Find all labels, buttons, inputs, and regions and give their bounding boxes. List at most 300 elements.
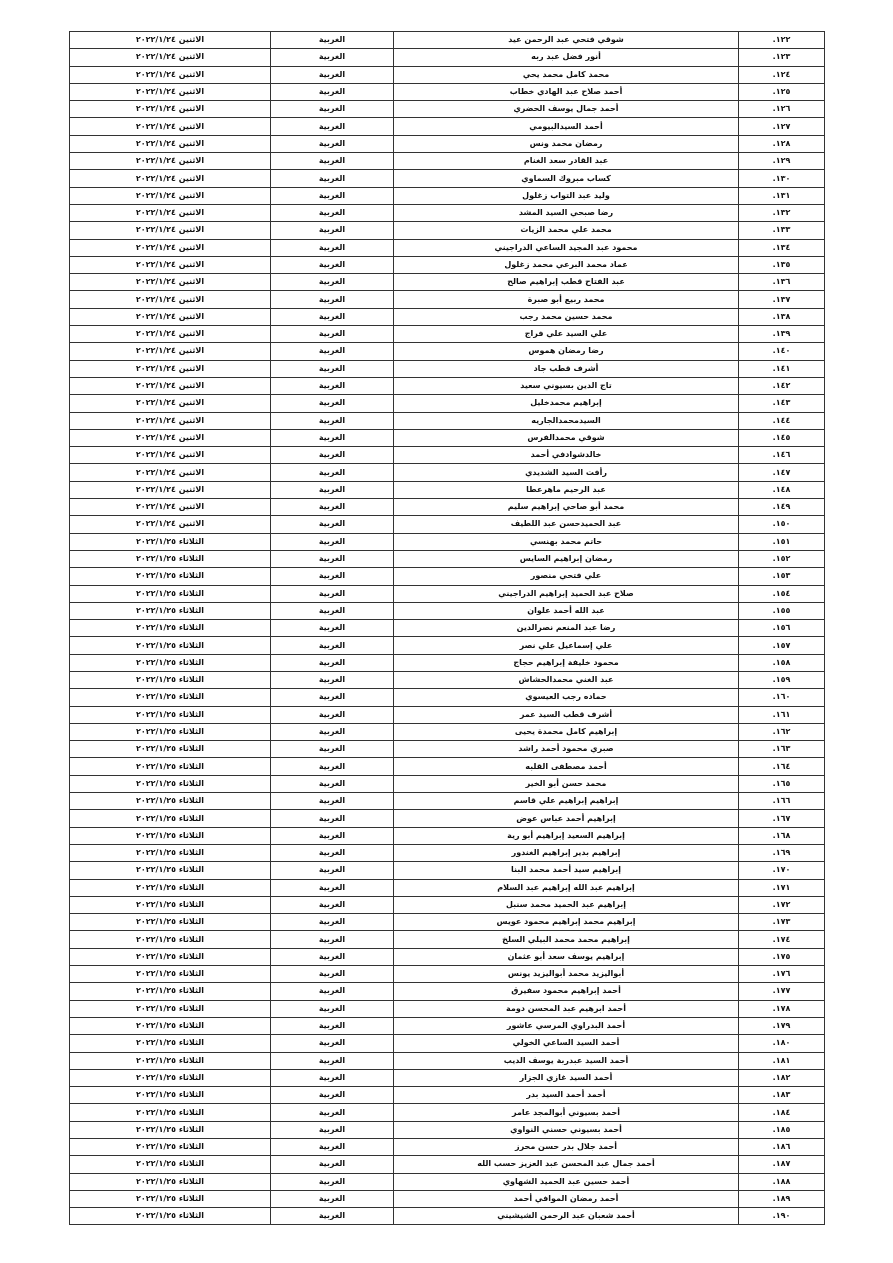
person-name: محمد علي محمد الزيات [394,222,739,239]
table-row [70,49,825,66]
row-number: ١٥٣. [739,568,825,585]
day-date: الثلاثاء ٢٠٢٢/١/٢٥ [70,1190,271,1207]
person-name: إبراهيم عبد الله إبراهيم عبد السلام [394,879,739,896]
governorate: الغربية [271,274,394,291]
table-row [70,377,825,394]
governorate: الغربية [271,775,394,792]
governorate: الغربية [271,1017,394,1034]
row-number: ١٢٤. [739,66,825,83]
table-row [70,83,825,100]
governorate: الغربية [271,568,394,585]
person-name: أحمد صلاح عبد الهادي خطاب [394,83,739,100]
table-row [70,187,825,204]
governorate: الغربية [271,1087,394,1104]
governorate: الغربية [271,1035,394,1052]
person-name: رضا صبحي السيد المشد [394,204,739,221]
person-name: رمضان إبراهيم السايس [394,550,739,567]
table-row [70,326,825,343]
row-number: ١٦٦. [739,793,825,810]
day-date: الثلاثاء ٢٠٢٢/١/٢٥ [70,1121,271,1138]
table-row [70,101,825,118]
governorate: الغربية [271,1104,394,1121]
names-table [69,31,825,1225]
day-date: الثلاثاء ٢٠٢٢/١/٢٥ [70,879,271,896]
day-date: الثلاثاء ٢٠٢٢/١/٢٥ [70,620,271,637]
table-row [70,481,825,498]
row-number: ١٣٨. [739,308,825,325]
day-date: الثلاثاء ٢٠٢٢/١/٢٥ [70,914,271,931]
person-name: إبراهيم السعيد إبراهيم أبو رية [394,827,739,844]
governorate: الغربية [271,464,394,481]
governorate: الغربية [271,896,394,913]
row-number: ١٧٢. [739,896,825,913]
day-date: الثلاثاء ٢٠٢٢/١/٢٥ [70,862,271,879]
governorate: الغربية [271,1121,394,1138]
governorate: الغربية [271,585,394,602]
person-name: إبراهيم محمدخليل [394,395,739,412]
governorate: الغربية [271,637,394,654]
table-row [70,550,825,567]
table-row [70,66,825,83]
day-date: الاثنين ٢٠٢٢/١/٢٤ [70,516,271,533]
row-number: ١٦٤. [739,758,825,775]
day-date: الاثنين ٢٠٢٢/١/٢٤ [70,429,271,446]
day-date: الاثنين ٢٠٢٢/١/٢٤ [70,222,271,239]
row-number: ١٢٦. [739,101,825,118]
row-number: ١٧٦. [739,966,825,983]
row-number: ١٨٣. [739,1087,825,1104]
row-number: ١٣٠. [739,170,825,187]
person-name: إبراهيم بدير إبراهيم الغندور [394,844,739,861]
person-name: إبراهيم سيد أحمد محمد البنا [394,862,739,879]
governorate: الغربية [271,170,394,187]
person-name: رضا رمضان هموس [394,343,739,360]
row-number: ١٣٥. [739,256,825,273]
governorate: الغربية [271,1139,394,1156]
governorate: الغربية [271,983,394,1000]
governorate: الغربية [271,966,394,983]
row-number: ١٤٦. [739,447,825,464]
row-number: ١٨٠. [739,1035,825,1052]
row-number: ١٣٢. [739,204,825,221]
row-number: ١٦٢. [739,723,825,740]
person-name: محمد كامل محمد يحي [394,66,739,83]
person-name: حاتم محمد بهنسي [394,533,739,550]
person-name: رضا عبد المنعم نصرالدين [394,620,739,637]
governorate: الغربية [271,1190,394,1207]
day-date: الثلاثاء ٢٠٢٢/١/٢٥ [70,775,271,792]
table-row [70,170,825,187]
day-date: الاثنين ٢٠٢٢/١/٢٤ [70,360,271,377]
day-date: الاثنين ٢٠٢٢/١/٢٤ [70,118,271,135]
row-number: ١٥٢. [739,550,825,567]
person-name: رمضان محمد ونس [394,135,739,152]
day-date: الثلاثاء ٢٠٢٢/١/٢٥ [70,966,271,983]
row-number: ١٩٠. [739,1208,825,1225]
row-number: ١٣٣. [739,222,825,239]
day-date: الاثنين ٢٠٢٢/١/٢٤ [70,83,271,100]
row-number: ١٥٩. [739,671,825,688]
table-row [70,1017,825,1034]
person-name: إبراهيم كامل محمدة يحيى [394,723,739,740]
day-date: الاثنين ٢٠٢٢/١/٢٤ [70,343,271,360]
table-row [70,360,825,377]
table-row [70,775,825,792]
row-number: ١٤١. [739,360,825,377]
day-date: الاثنين ٢٠٢٢/١/٢٤ [70,308,271,325]
row-number: ١٨٦. [739,1139,825,1156]
governorate: الغربية [271,412,394,429]
table-row [70,464,825,481]
row-number: ١٦٨. [739,827,825,844]
table-row [70,862,825,879]
day-date: الثلاثاء ٢٠٢٢/١/٢٥ [70,931,271,948]
row-number: ١٤٧. [739,464,825,481]
day-date: الاثنين ٢٠٢٢/١/٢٤ [70,291,271,308]
governorate: الغربية [271,291,394,308]
day-date: الثلاثاء ٢٠٢٢/١/٢٥ [70,568,271,585]
table-row [70,896,825,913]
person-name: أحمد السيد الساعي الخولي [394,1035,739,1052]
person-name: محمد أبو صاحي إبراهيم سليم [394,499,739,516]
governorate: الغربية [271,671,394,688]
table-row [70,1035,825,1052]
day-date: الثلاثاء ٢٠٢٢/١/٢٥ [70,948,271,965]
day-date: الثلاثاء ٢٠٢٢/١/٢٥ [70,1035,271,1052]
table-row [70,741,825,758]
day-date: الثلاثاء ٢٠٢٢/١/٢٥ [70,671,271,688]
table-row [70,274,825,291]
table-row [70,654,825,671]
table-row [70,706,825,723]
table-row [70,602,825,619]
row-number: ١٨٧. [739,1156,825,1173]
row-number: ١٤٤. [739,412,825,429]
person-name: شوقي محمدالفرس [394,429,739,446]
day-date: الاثنين ٢٠٢٢/١/٢٤ [70,412,271,429]
day-date: الاثنين ٢٠٢٢/١/٢٤ [70,326,271,343]
table-row [70,1156,825,1173]
row-number: ١٤٠. [739,343,825,360]
day-date: الثلاثاء ٢٠٢٢/١/٢٥ [70,1069,271,1086]
governorate: الغربية [271,343,394,360]
row-number: ١٤٩. [739,499,825,516]
row-number: ١٦١. [739,706,825,723]
table-row [70,395,825,412]
table-row [70,1208,825,1225]
person-name: عماد محمد البرعي محمد زغلول [394,256,739,273]
person-name: أحمد جلال بدر حسن محرز [394,1139,739,1156]
person-name: عبد الفتاح قطب إبراهيم صالح [394,274,739,291]
day-date: الاثنين ٢٠٢٢/١/٢٤ [70,135,271,152]
governorate: الغربية [271,239,394,256]
day-date: الثلاثاء ٢٠٢٢/١/٢٥ [70,827,271,844]
row-number: ١٥١. [739,533,825,550]
governorate: الغربية [271,706,394,723]
person-name: حماده رجب العيسوي [394,689,739,706]
row-number: ١٧٣. [739,914,825,931]
row-number: ١٧١. [739,879,825,896]
governorate: الغربية [271,66,394,83]
day-date: الثلاثاء ٢٠٢٢/١/٢٥ [70,1173,271,1190]
day-date: الاثنين ٢٠٢٢/١/٢٤ [70,481,271,498]
day-date: الثلاثاء ٢٠٢٢/١/٢٥ [70,758,271,775]
governorate: الغربية [271,204,394,221]
row-number: ١٣٩. [739,326,825,343]
person-name: أحمد جمال عبد المحسن عبد العزيز حسب الله [394,1156,739,1173]
person-name: أحمد إبراهيم محمود سفيرق [394,983,739,1000]
governorate: الغربية [271,101,394,118]
table-row [70,412,825,429]
row-number: ١٧٠. [739,862,825,879]
person-name: إبراهيم أحمد عباس عوض [394,810,739,827]
governorate: الغربية [271,499,394,516]
table-row [70,914,825,931]
governorate: الغربية [271,793,394,810]
table-row [70,222,825,239]
person-name: محمد ربيع أبو صبرة [394,291,739,308]
day-date: الثلاثاء ٢٠٢٢/١/٢٥ [70,689,271,706]
day-date: الاثنين ٢٠٢٢/١/٢٤ [70,66,271,83]
person-name: عبد الغني محمدالحشاش [394,671,739,688]
row-number: ١٢٨. [739,135,825,152]
governorate: الغربية [271,516,394,533]
row-number: ١٣١. [739,187,825,204]
table-row [70,1190,825,1207]
day-date: الاثنين ٢٠٢٢/١/٢٤ [70,170,271,187]
governorate: الغربية [271,49,394,66]
table-row [70,585,825,602]
person-name: عبد الحميدحسن عبد اللطيف [394,516,739,533]
governorate: الغربية [271,602,394,619]
person-name: وليد عبد التواب زغلول [394,187,739,204]
person-name: عبد الرحيم ماهرعطا [394,481,739,498]
person-name: أبواليزيد محمد أبواليزيد يونس [394,966,739,983]
person-name: علي إسماعيل علي نصر [394,637,739,654]
table-row [70,308,825,325]
person-name: صلاح عبد الحميد إبراهيم الدراجيني [394,585,739,602]
person-name: إبراهيم محمد محمد البيلي السلخ [394,931,739,948]
table-row [70,204,825,221]
table-row [70,1069,825,1086]
row-number: ١٥٥. [739,602,825,619]
table-row [70,671,825,688]
table-row [70,118,825,135]
row-number: ١٧٩. [739,1017,825,1034]
table-row [70,568,825,585]
row-number: ١٤٣. [739,395,825,412]
governorate: الغربية [271,377,394,394]
day-date: الاثنين ٢٠٢٢/١/٢٤ [70,32,271,49]
person-name: أحمد مصطفى القلبه [394,758,739,775]
person-name: إبراهيم يوسف سعد أبو عثمان [394,948,739,965]
table-row [70,499,825,516]
person-name: إبراهيم إبراهيم علي قاسم [394,793,739,810]
day-date: الاثنين ٢٠٢٢/١/٢٤ [70,464,271,481]
day-date: الثلاثاء ٢٠٢٢/١/٢٥ [70,1000,271,1017]
table-row [70,637,825,654]
row-number: ١٦٥. [739,775,825,792]
person-name: محمد حسن أبو الخير [394,775,739,792]
governorate: الغربية [271,689,394,706]
governorate: الغربية [271,1208,394,1225]
governorate: الغربية [271,256,394,273]
row-number: ١٥٤. [739,585,825,602]
governorate: الغربية [271,153,394,170]
day-date: الثلاثاء ٢٠٢٢/١/٢٥ [70,741,271,758]
person-name: محمد حسين محمد رجب [394,308,739,325]
governorate: الغربية [271,723,394,740]
table-row [70,931,825,948]
governorate: الغربية [271,326,394,343]
day-date: الثلاثاء ٢٠٢٢/١/٢٥ [70,844,271,861]
person-name: أحمد رمضان الموافي أحمد [394,1190,739,1207]
table-row [70,723,825,740]
row-number: ١٨٨. [739,1173,825,1190]
row-number: ١٣٦. [739,274,825,291]
row-number: ١٦٣. [739,741,825,758]
day-date: الثلاثاء ٢٠٢٢/١/٢٥ [70,1017,271,1034]
day-date: الثلاثاء ٢٠٢٢/١/٢٥ [70,1052,271,1069]
person-name: أحمد أحمد السيد بدر [394,1087,739,1104]
day-date: الاثنين ٢٠٢٢/١/٢٤ [70,499,271,516]
governorate: الغربية [271,447,394,464]
governorate: الغربية [271,879,394,896]
day-date: الاثنين ٢٠٢٢/١/٢٤ [70,256,271,273]
day-date: الثلاثاء ٢٠٢٢/١/٢٥ [70,1087,271,1104]
day-date: الثلاثاء ٢٠٢٢/١/٢٥ [70,602,271,619]
day-date: الثلاثاء ٢٠٢٢/١/٢٥ [70,706,271,723]
table-row [70,948,825,965]
day-date: الثلاثاء ٢٠٢٢/١/٢٥ [70,533,271,550]
day-date: الثلاثاء ٢٠٢٢/١/٢٥ [70,983,271,1000]
day-date: الاثنين ٢٠٢٢/١/٢٤ [70,101,271,118]
day-date: الاثنين ٢٠٢٢/١/٢٤ [70,49,271,66]
person-name: أنور فضل عبد ربه [394,49,739,66]
row-number: ١٥٧. [739,637,825,654]
row-number: ١٨٩. [739,1190,825,1207]
row-number: ١٣٤. [739,239,825,256]
row-number: ١٤٨. [739,481,825,498]
person-name: أشرف قطب السيد عمر [394,706,739,723]
table-row [70,689,825,706]
row-number: ١٦٩. [739,844,825,861]
table-row [70,793,825,810]
person-name: صبري محمود أحمد راشد [394,741,739,758]
governorate: الغربية [271,862,394,879]
day-date: الثلاثاء ٢٠٢٢/١/٢٥ [70,810,271,827]
day-date: الاثنين ٢٠٢٢/١/٢٤ [70,153,271,170]
table-row [70,239,825,256]
table-row [70,827,825,844]
row-number: ١٧٥. [739,948,825,965]
person-name: أحمد بسيوني حسني النواوي [394,1121,739,1138]
person-name: أحمد شعبان عبد الرحمن الشيشيني [394,1208,739,1225]
table-row [70,810,825,827]
row-number: ١٢٢. [739,32,825,49]
governorate: الغربية [271,931,394,948]
row-number: ١٧٧. [739,983,825,1000]
table-row [70,879,825,896]
governorate: الغربية [271,1000,394,1017]
governorate: الغربية [271,948,394,965]
row-number: ١٤٢. [739,377,825,394]
row-number: ١٢٩. [739,153,825,170]
row-number: ١٢٥. [739,83,825,100]
table-row [70,1121,825,1138]
row-number: ١٦٠. [739,689,825,706]
governorate: الغربية [271,187,394,204]
person-name: عبد الله أحمد علوان [394,602,739,619]
day-date: الثلاثاء ٢٠٢٢/١/٢٥ [70,1156,271,1173]
table-row [70,516,825,533]
governorate: الغربية [271,620,394,637]
row-number: ١٨٥. [739,1121,825,1138]
governorate: الغربية [271,844,394,861]
governorate: الغربية [271,118,394,135]
table-row [70,1173,825,1190]
day-date: الثلاثاء ٢٠٢٢/١/٢٥ [70,1139,271,1156]
governorate: الغربية [271,827,394,844]
person-name: محمود خليفة إبراهيم حجاج [394,654,739,671]
person-name: كساب مبروك السماوي [394,170,739,187]
table-row [70,343,825,360]
table-row [70,135,825,152]
row-number: ١٥٦. [739,620,825,637]
row-number: ١٥٠. [739,516,825,533]
table-row [70,844,825,861]
row-number: ١٦٧. [739,810,825,827]
day-date: الثلاثاء ٢٠٢٢/١/٢٥ [70,793,271,810]
governorate: الغربية [271,1069,394,1086]
governorate: الغربية [271,741,394,758]
governorate: الغربية [271,914,394,931]
governorate: الغربية [271,32,394,49]
row-number: ١٣٧. [739,291,825,308]
table-row [70,1087,825,1104]
day-date: الثلاثاء ٢٠٢٢/١/٢٥ [70,1104,271,1121]
table-row [70,32,825,49]
person-name: شوقي فتحي عبد الرحمن عيد [394,32,739,49]
governorate: الغربية [271,810,394,827]
person-name: أحمد حسين عبد الحميد الشهاوي [394,1173,739,1190]
row-number: ١٢٧. [739,118,825,135]
day-date: الاثنين ٢٠٢٢/١/٢٤ [70,377,271,394]
day-date: الثلاثاء ٢٠٢٢/١/٢٥ [70,1208,271,1225]
governorate: الغربية [271,135,394,152]
table-row [70,758,825,775]
day-date: الثلاثاء ٢٠٢٢/١/٢٥ [70,637,271,654]
day-date: الثلاثاء ٢٠٢٢/١/٢٥ [70,585,271,602]
day-date: الاثنين ٢٠٢٢/١/٢٤ [70,447,271,464]
table-row [70,620,825,637]
table-row [70,966,825,983]
row-number: ١٧٤. [739,931,825,948]
table-row [70,447,825,464]
person-name: محمود عبد المجيد الساعي الدراجيني [394,239,739,256]
governorate: الغربية [271,533,394,550]
day-date: الاثنين ٢٠٢٢/١/٢٤ [70,204,271,221]
governorate: الغربية [271,1052,394,1069]
table-row [70,1000,825,1017]
row-number: ١٨٢. [739,1069,825,1086]
table-row [70,1139,825,1156]
table-row [70,429,825,446]
day-date: الاثنين ٢٠٢٢/١/٢٤ [70,274,271,291]
governorate: الغربية [271,308,394,325]
day-date: الاثنين ٢٠٢٢/١/٢٤ [70,187,271,204]
day-date: الثلاثاء ٢٠٢٢/١/٢٥ [70,723,271,740]
